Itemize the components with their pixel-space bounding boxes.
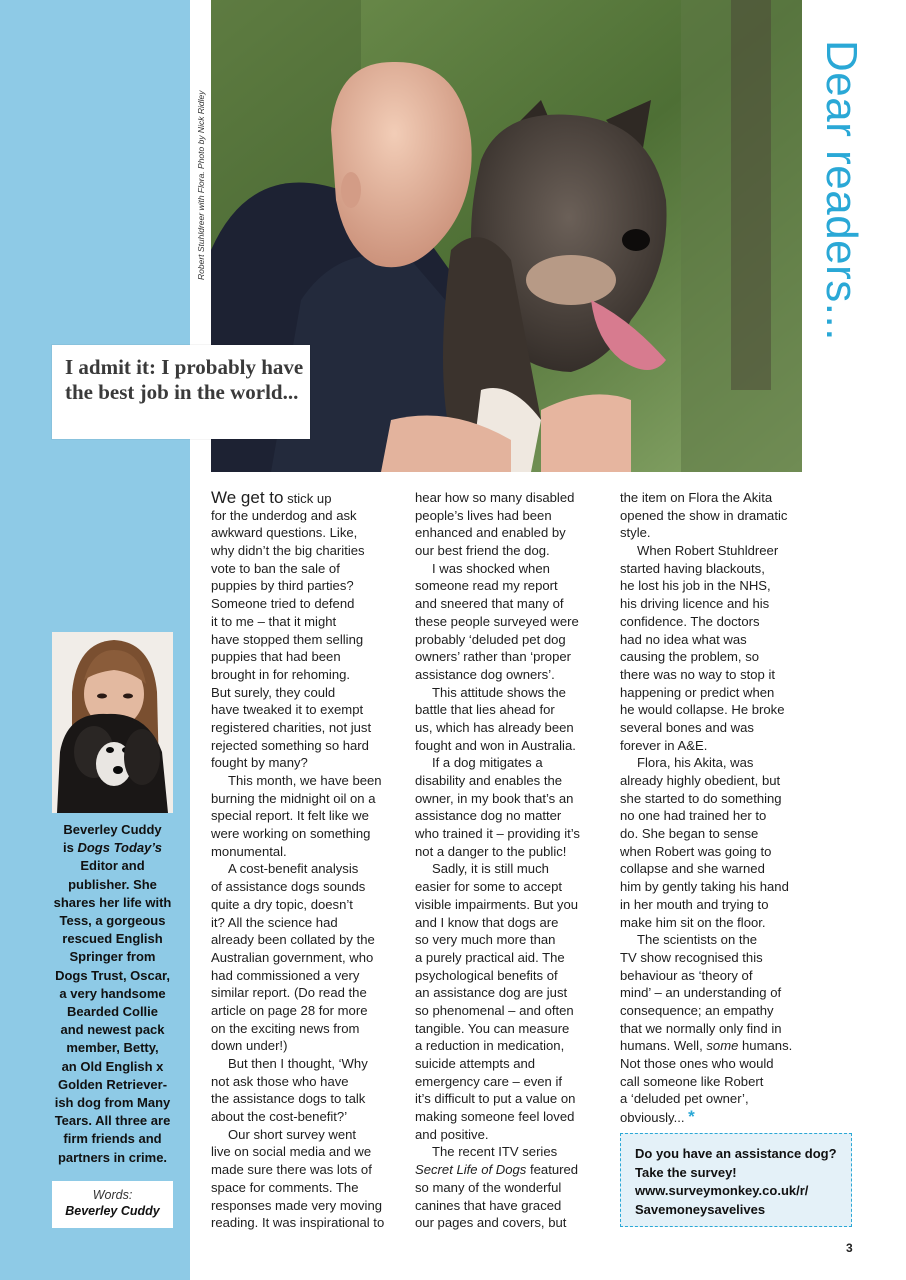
article-line: emergency care – even if bbox=[415, 1073, 563, 1089]
article-line: forever in A&E. bbox=[620, 737, 708, 753]
bio-line: Tears. All three are bbox=[54, 1113, 171, 1129]
article-line: A cost-benefit analysis bbox=[228, 861, 359, 877]
article-line: he lost his job in the NHS, bbox=[620, 578, 771, 594]
article-line: a purely practical aid. The bbox=[415, 949, 565, 965]
article-column-1 bbox=[211, 489, 399, 1232]
article-line: do. She began to sense bbox=[620, 826, 759, 842]
article-line: disability and enables the bbox=[415, 773, 563, 788]
article-line: psychological benefits of bbox=[415, 967, 558, 983]
article-line: tangible. You can measure bbox=[415, 1020, 570, 1036]
article-line: battle that lies ahead for bbox=[415, 702, 555, 718]
article-line: it to me – that it might bbox=[211, 613, 337, 629]
article-line: Our short survey went bbox=[228, 1126, 357, 1142]
bio-line: and newest pack bbox=[60, 1022, 165, 1038]
pull-quote-box bbox=[52, 345, 310, 439]
photo-credit-text: Robert Stuhldreer with Flora. Photo by Nick Ridley bbox=[196, 90, 206, 280]
article-line: mind’ – an understanding of bbox=[620, 985, 782, 1001]
pull-quote-text: I admit it: I probably have the best job in the world... bbox=[65, 355, 304, 404]
article-line: assistance dog owners’. bbox=[415, 666, 555, 682]
bio-line: ish dog from Many bbox=[54, 1095, 171, 1111]
article-line: our pages and covers, but bbox=[415, 1215, 567, 1231]
article-line: space for comments. The bbox=[211, 1179, 359, 1195]
article-line: someone read my report bbox=[415, 578, 558, 594]
bio-line: member, Betty, bbox=[66, 1040, 159, 1056]
article-line: style. bbox=[620, 525, 651, 541]
bio-line: is Dogs Today’s bbox=[63, 840, 162, 856]
article-line: If a dog mitigates a bbox=[432, 755, 543, 771]
bio-line: rescued English bbox=[62, 931, 163, 947]
article-line: happening or predict when bbox=[620, 684, 775, 700]
bio-line: shares her life with bbox=[53, 894, 172, 910]
headline-text: Dear readers... bbox=[817, 40, 866, 341]
article-line: and I know that dogs are bbox=[415, 914, 559, 930]
article-line: he would collapse. He broke bbox=[620, 702, 785, 718]
article-line: enhanced and enabled by bbox=[415, 525, 566, 541]
headline bbox=[808, 40, 868, 380]
page-number: 3 bbox=[846, 1241, 853, 1255]
callout-line: Savemoneysavelives bbox=[635, 1201, 766, 1217]
article-line: This attitude shows the bbox=[432, 684, 566, 700]
article-line: had no idea what was bbox=[620, 631, 747, 647]
article-line: have tweaked it to exempt bbox=[211, 702, 364, 718]
article-line: similar report. (Do read the bbox=[211, 985, 367, 1001]
article-line: it’s difficult to put a value on bbox=[415, 1091, 576, 1107]
article-line: his driving licence and his bbox=[620, 596, 770, 612]
article-column-3 bbox=[620, 489, 808, 1126]
article-line: not a danger to the public! bbox=[415, 843, 567, 859]
article-line: brought in for rehoming. bbox=[211, 666, 351, 682]
bio-line: firm friends and bbox=[63, 1131, 162, 1147]
byline-box bbox=[52, 1181, 173, 1228]
article-line: opened the show in dramatic bbox=[620, 507, 788, 523]
article-line: so phenomenal – and often bbox=[415, 1002, 574, 1018]
article-line: owners’ rather than ‘proper bbox=[415, 649, 571, 665]
article-line: vote to ban the sale of bbox=[211, 560, 340, 576]
article-line: Someone tried to defend bbox=[211, 596, 355, 612]
article-line: special report. It felt like we bbox=[211, 808, 369, 824]
article-line: awkward questions. Like, bbox=[211, 525, 358, 541]
article-line: not ask those who have bbox=[211, 1073, 349, 1089]
article-line: and positive. bbox=[415, 1126, 489, 1142]
callout-line: Take the survey! bbox=[635, 1164, 737, 1180]
survey-callout-text bbox=[635, 1145, 845, 1219]
bio-line: Bearded Collie bbox=[66, 1004, 159, 1020]
article-line: suicide attempts and bbox=[415, 1056, 536, 1071]
photo-credit bbox=[196, 50, 210, 280]
article-line: I was shocked when bbox=[432, 560, 550, 576]
bio-line: partners in crime. bbox=[57, 1149, 168, 1165]
bio-line: Springer from bbox=[69, 949, 156, 965]
article-line: The scientists on the bbox=[637, 932, 758, 948]
article-line: Not those ones who would bbox=[620, 1056, 774, 1071]
article-line: We get to stick up bbox=[211, 488, 332, 507]
article-line: about the cost-benefit?’ bbox=[211, 1109, 348, 1125]
article-line: so many of the wonderful bbox=[415, 1179, 562, 1195]
article-line: making someone feel loved bbox=[415, 1109, 575, 1125]
article-line: rejected something so hard bbox=[211, 737, 369, 753]
callout-line: www.surveymonkey.co.uk/r/ bbox=[635, 1183, 809, 1198]
article-line: the item on Flora the Akita bbox=[620, 490, 773, 505]
article-line: puppies that had been bbox=[211, 649, 341, 665]
article-line: who trained it – providing it’s bbox=[415, 826, 580, 842]
article-line: had commissioned a very bbox=[211, 967, 360, 983]
callout-line: Do you have an assistance dog? bbox=[635, 1146, 837, 1161]
article-line: reading. It was inspirational to bbox=[211, 1215, 385, 1231]
article-line: so very much more than bbox=[415, 932, 556, 948]
article-line: easier for some to accept bbox=[415, 879, 563, 895]
article-lead-in: We get to bbox=[211, 488, 284, 507]
article-line: Australian government, who bbox=[211, 949, 374, 965]
article-line: The recent ITV series bbox=[432, 1144, 558, 1160]
byline-author: Beverley Cuddy bbox=[65, 1204, 160, 1218]
article-line: collapse and she warned bbox=[620, 861, 765, 877]
article-line: already highly obedient, but bbox=[620, 773, 781, 788]
article-line: call someone like Robert bbox=[620, 1073, 764, 1089]
article-column-2 bbox=[415, 489, 603, 1232]
end-mark-icon: * bbox=[688, 1107, 695, 1127]
article-line: she started to do something bbox=[620, 790, 782, 806]
article-line: This month, we have been bbox=[228, 773, 382, 788]
article-line: made sure there was lots of bbox=[211, 1162, 372, 1178]
article-line: canines that have graced bbox=[415, 1197, 562, 1213]
article-line: hear how so many disabled bbox=[415, 490, 575, 505]
article-line: people’s lives had been bbox=[415, 507, 552, 523]
bio-line: publisher. She bbox=[68, 876, 157, 892]
article-line: a ‘deluded pet owner’, bbox=[620, 1091, 749, 1107]
article-line: humans. Well, some humans. bbox=[620, 1038, 793, 1054]
article-line: down under!) bbox=[211, 1038, 288, 1054]
article-line: these people surveyed were bbox=[415, 613, 579, 629]
article-line: the assistance dogs to talk bbox=[211, 1091, 366, 1107]
bio-line: Tess, a gorgeous bbox=[59, 913, 166, 929]
article-line: a reduction in medication, bbox=[415, 1038, 565, 1054]
article-line: live on social media and we bbox=[211, 1144, 372, 1160]
article-line: puppies by third parties? bbox=[211, 578, 354, 594]
article-line: for the underdog and ask bbox=[211, 507, 357, 523]
article-line: Secret Life of Dogs featured bbox=[415, 1162, 579, 1178]
article-line: When Robert Stuhldreer bbox=[637, 543, 779, 559]
bio-line: Golden Retriever- bbox=[57, 1076, 168, 1092]
article-line: behaviour as ‘theory of bbox=[620, 967, 753, 983]
article-line: were working on something bbox=[211, 826, 371, 842]
article-line: TV show recognised this bbox=[620, 949, 763, 965]
article-line: in her mouth and trying to bbox=[620, 896, 769, 912]
survey-callout bbox=[620, 1133, 852, 1227]
article-line: and sneered that many of bbox=[415, 596, 564, 612]
article-line: on the exciting news from bbox=[211, 1020, 360, 1036]
article-line: registered charities, not just bbox=[211, 719, 372, 735]
article-line: him by gently taking his hand bbox=[620, 879, 789, 895]
article-line: obviously... * bbox=[620, 1107, 695, 1127]
article-line: an assistance dog are just bbox=[415, 985, 568, 1001]
article-line: article on page 28 for more bbox=[211, 1002, 368, 1018]
article-line: our best friend the dog. bbox=[415, 543, 550, 559]
article-line: responses made very moving bbox=[211, 1197, 383, 1213]
article-line: monumental. bbox=[211, 843, 287, 859]
article-line: when Robert was going to bbox=[620, 843, 772, 859]
article-line: no one had trained her to bbox=[620, 808, 767, 824]
article-line: But surely, they could bbox=[211, 684, 336, 700]
article-line: But then I thought, ‘Why bbox=[228, 1056, 368, 1071]
article-line: burning the midnight oil on a bbox=[211, 790, 376, 806]
bio-line: Editor and bbox=[80, 858, 145, 874]
article-line: of assistance dogs sounds bbox=[211, 879, 366, 895]
article-line: consequence; an empathy bbox=[620, 1002, 774, 1018]
article-line: probably ‘deluded pet dog bbox=[415, 631, 566, 647]
article-line: make him sit on the floor. bbox=[620, 914, 766, 930]
article-line: causing the problem, so bbox=[620, 649, 760, 665]
article-line: visible impairments. But you bbox=[415, 896, 579, 912]
article-line: fought by many? bbox=[211, 755, 308, 771]
article-line: several bones and was bbox=[620, 719, 754, 735]
bio-line: a very handsome bbox=[59, 985, 166, 1001]
article-line: owner, in my book that’s an bbox=[415, 790, 574, 806]
article-line: why didn’t the big charities bbox=[211, 543, 365, 559]
bio-line: Beverley Cuddy bbox=[63, 822, 162, 837]
article-line: assistance dog no matter bbox=[415, 808, 562, 824]
article-line: us, which has already been bbox=[415, 719, 574, 735]
bio-line: Dogs Trust, Oscar, bbox=[55, 967, 170, 983]
article-line: confidence. The doctors bbox=[620, 613, 760, 629]
article-line: quite a dry topic, doesn’t bbox=[211, 896, 353, 912]
byline-label: Words: bbox=[92, 1188, 133, 1202]
article-line: that we normally only find in bbox=[620, 1020, 782, 1036]
article-line: it? All the science had bbox=[211, 914, 338, 930]
article-line: already been collated by the bbox=[211, 932, 375, 948]
article-line: there was no way to stop it bbox=[620, 666, 776, 682]
article-line: started having blackouts, bbox=[620, 560, 765, 576]
author-with-dog-photo bbox=[52, 632, 173, 813]
article-line: Sadly, it is still much bbox=[432, 861, 549, 877]
author-bio bbox=[52, 821, 173, 1167]
article-line: have stopped them selling bbox=[211, 631, 364, 647]
bio-line: an Old English x bbox=[61, 1058, 164, 1074]
article-line: Flora, his Akita, was bbox=[637, 755, 754, 771]
article-line: fought and won in Australia. bbox=[415, 737, 576, 753]
author-portrait bbox=[52, 632, 173, 813]
